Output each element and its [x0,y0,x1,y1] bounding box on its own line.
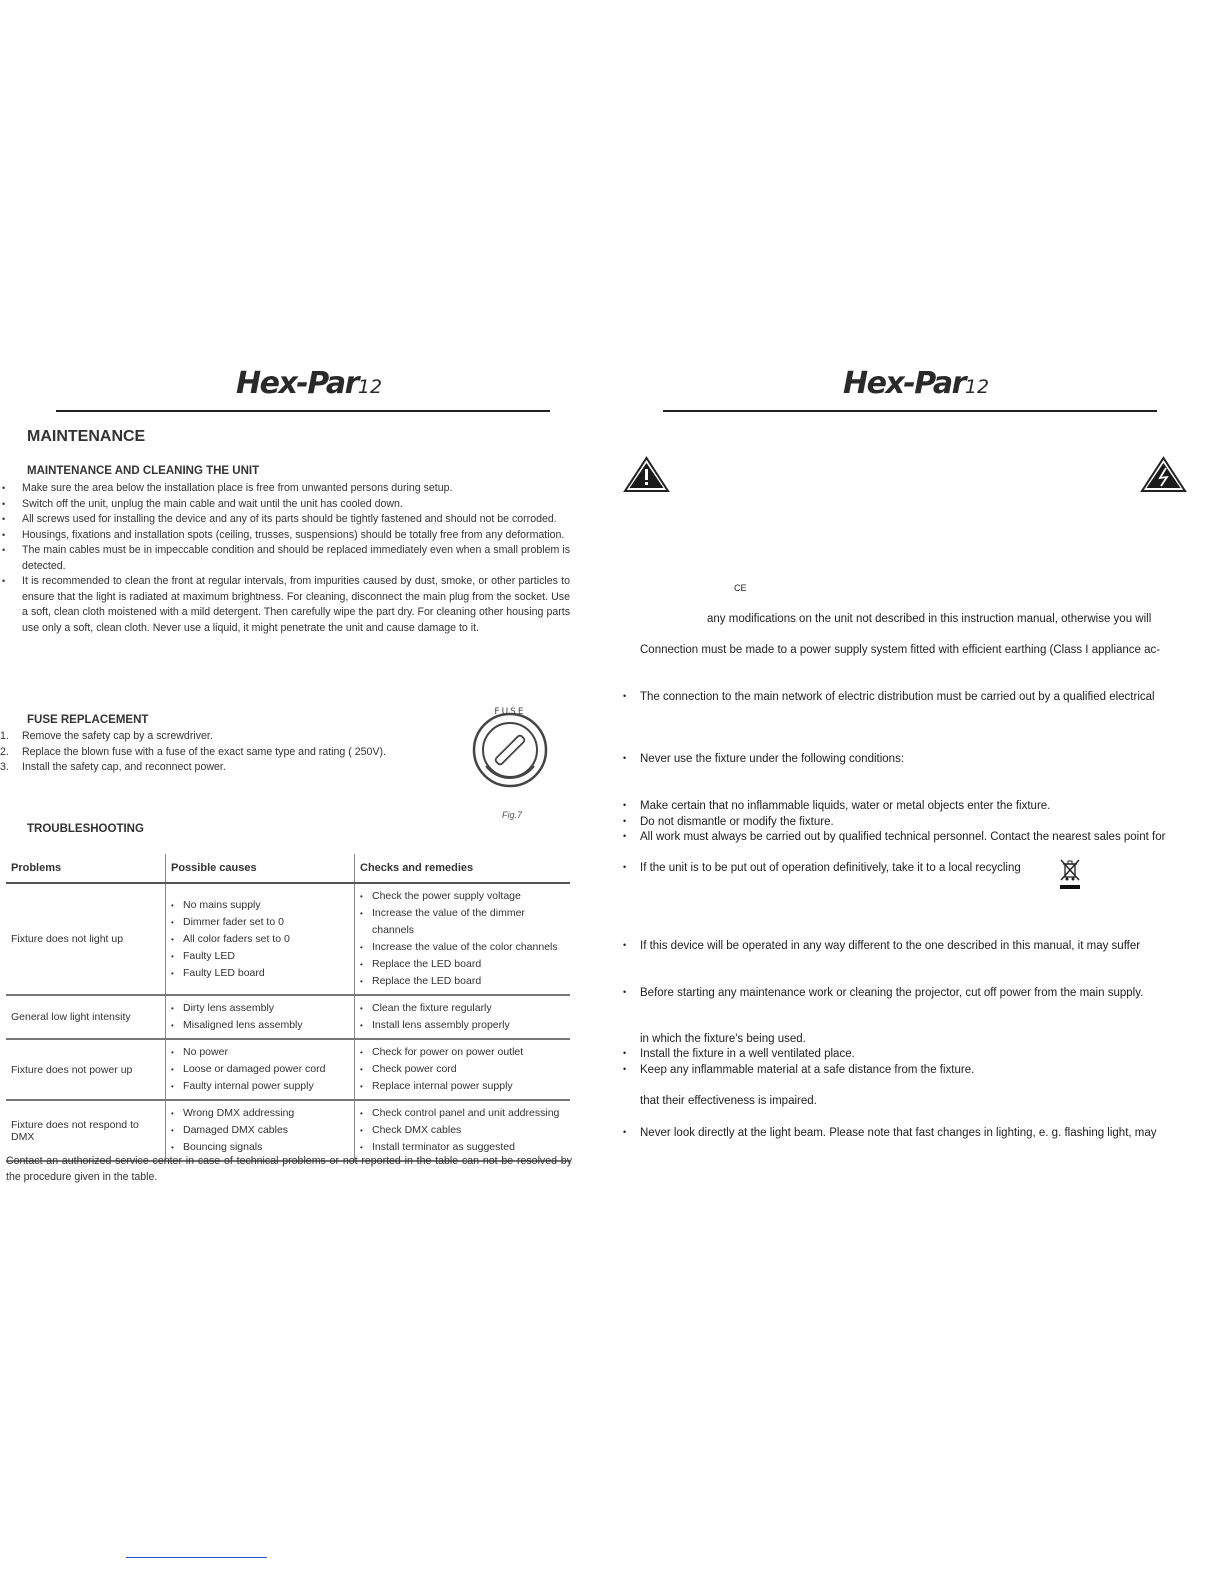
remedies-item: • Replace internal power supply [360,1078,565,1095]
remedies-cell [355,1100,571,1161]
col-header-causes: Possible causes [166,854,355,883]
table-header-row [6,854,570,883]
header-rule-left [56,410,550,412]
causes-item: • Wrong DMX addressing [171,1105,349,1122]
remedies-item: • Install terminator as suggested [360,1139,565,1156]
fuse-step [0,745,420,761]
ce-mark-icon: CE [734,583,747,593]
table-row [6,1100,570,1161]
causes-item: • Misaligned lens assembly [171,1017,349,1034]
text-before-maintenance: Before starting any maintenance work or cleaning the projector, cut off power from the main supply. [640,987,1144,999]
table-row [6,995,570,1039]
text-earthing: Connection must be made to a power supply system fitted with efficient earthing (Class I appliance ac- [640,644,1161,656]
remedies-item: • Check the power supply voltage [360,888,565,905]
remedies-item: • Check DMX cables [360,1122,565,1139]
page-title: MAINTENANCE [27,428,146,445]
step-number: 3. [0,761,9,773]
causes-cell [166,1100,355,1161]
link-underline [126,1557,267,1558]
remedies-item: • Install lens assembly properly [360,1017,565,1034]
remedies-item: • Increase the value of the color channels [360,939,565,956]
causes-item: • Faulty LED [171,948,349,965]
fuse-step [0,729,420,745]
weee-bin-icon [1059,858,1081,890]
list-item: • It is recommended to clean the front at regular intervals, from impurities caused by dust, smoke, or other particles to ensure that the light is radiated at maximum brightness. For cleaning, disconnect the main plug from the socket. Use a soft, clean cloth moistened with a mild detergent. Then carefully wipe the part dry. For cleaning other housing parts use only a soft, clean cloth. Never use a liquid, it might penetrate the unit and cause damage to it. [0,574,570,636]
cleaning-list [0,481,570,636]
remedies-cell [355,995,571,1039]
problem-cell: Fixture does not power up [6,1039,166,1100]
header-rule-right [663,410,1157,412]
col-header-problems: Problems [6,854,166,883]
section-heading-fuse: FUSE REPLACEMENT [27,714,149,726]
causes-item: • Dirty lens assembly [171,1000,349,1017]
list-item: • Switch off the unit, unplug the main cable and wait until the unit has cooled down. [0,497,570,513]
remedies-item: • Clean the fixture regularly [360,1000,565,1017]
causes-item: • No mains supply [171,897,349,914]
problem-cell: Fixture does not light up [6,883,166,995]
problem-cell: General low light intensity [6,995,166,1039]
text-inflammable: Keep any inflammable material at a safe distance from the fixture. [640,1064,975,1076]
remedies-item: • Check power cord [360,1061,565,1078]
logo-left: Hex-Par12 [236,366,383,401]
causes-cell [166,1039,355,1100]
table-row [6,883,570,995]
remedies-item: • Check control panel and unit addressing [360,1105,565,1122]
causes-item: • Damaged DMX cables [171,1122,349,1139]
step-number: 1. [0,730,9,742]
causes-item: • No power [171,1044,349,1061]
text-never-use: Never use the fixture under the following conditions: [640,753,905,765]
causes-item: • Loose or damaged power cord [171,1061,349,1078]
problem-cell: Fixture does not respond to DMX [6,1100,166,1161]
remedies-item: • Replace the LED board [360,956,565,973]
text-light-beam: Never look directly at the light beam. Please note that fast changes in lighting, e. g. flashing light, may [640,1127,1157,1139]
causes-cell [166,883,355,995]
fuse-step [0,760,420,776]
causes-item: • All color faders set to 0 [171,931,349,948]
text-effectiveness: that their effectiveness is impaired. [640,1095,817,1107]
fig-caption: Fig.7 [502,810,523,820]
fuse-icon-label: FUSE [494,707,526,717]
text-fixture-used: in which the fixture's being used. [640,1033,806,1045]
logo-right: Hex-Par12 [843,366,990,401]
step-text: Remove the safety cap by a screwdriver. [22,730,213,742]
list-item: • Housings, fixations and installation spots (ceiling, trusses, suspensions) should be totally free from any deformation. [0,528,570,544]
text-main-network: The connection to the main network of electric distribution must be carried out by a qualified electrical [640,691,1155,703]
list-item: • Make sure the area below the installation place is free from unwanted persons during setup. [0,481,570,497]
text-recycling: If the unit is to be put out of operation definitively, take it to a local recycling [640,862,1021,874]
footer-note: Contact an authorized service center in case of technical problems or not reported in the table can not be resolved by the procedure given in the table. [6,1155,572,1183]
list-item: • All screws used for installing the device and any of its parts should be tightly fastened and should not be corroded. [0,512,570,528]
causes-cell [166,995,355,1039]
troubleshooting-table [6,854,570,1162]
remedies-cell [355,1039,571,1100]
warning-icon [623,456,670,493]
text-ventilated: Install the fixture in a well ventilated place. [640,1048,855,1060]
step-text: Install the safety cap, and reconnect power. [22,761,226,773]
remedies-cell [355,883,571,995]
text-operated: If this device will be operated in any way different to the one described in this manual, it may suffer [640,940,1141,952]
text-modifications: any modifications on the unit not described in this instruction manual, otherwise you will [707,613,1152,625]
step-text: Replace the blown fuse with a fuse of the exact same type and rating ( 250V). [22,745,386,758]
fuse-steps [0,729,420,776]
electrical-hazard-icon [1140,456,1187,493]
col-header-remedies: Checks and remedies [355,854,571,883]
list-item: • The main cables must be in impeccable condition and should be replaced immediately even when a small problem is detected. [0,543,570,574]
text-qualified-work: All work must always be carried out by qualified technical personnel. Contact the nearest sales point for [640,831,1166,843]
remedies-item: • Increase the value of the dimmer channels [360,905,565,939]
causes-item: • Faulty internal power supply [171,1078,349,1095]
table-row [6,1039,570,1100]
section-heading-cleaning: MAINTENANCE AND CLEANING THE UNIT [27,465,260,477]
causes-item: • Faulty LED board [171,965,349,982]
step-number: 2. [0,745,9,758]
text-liquids: Make certain that no inflammable liquids, water or metal objects enter the fixture. [640,800,1051,812]
fuse-icon [460,704,560,796]
causes-item: • Bouncing signals [171,1139,349,1156]
remedies-item: • Replace the LED board [360,973,565,990]
causes-item: • Dimmer fader set to 0 [171,914,349,931]
section-heading-troubleshooting: TROUBLESHOOTING [27,823,144,835]
text-dismantle: Do not dismantle or modify the fixture. [640,816,834,828]
remedies-item: • Check for power on power outlet [360,1044,565,1061]
